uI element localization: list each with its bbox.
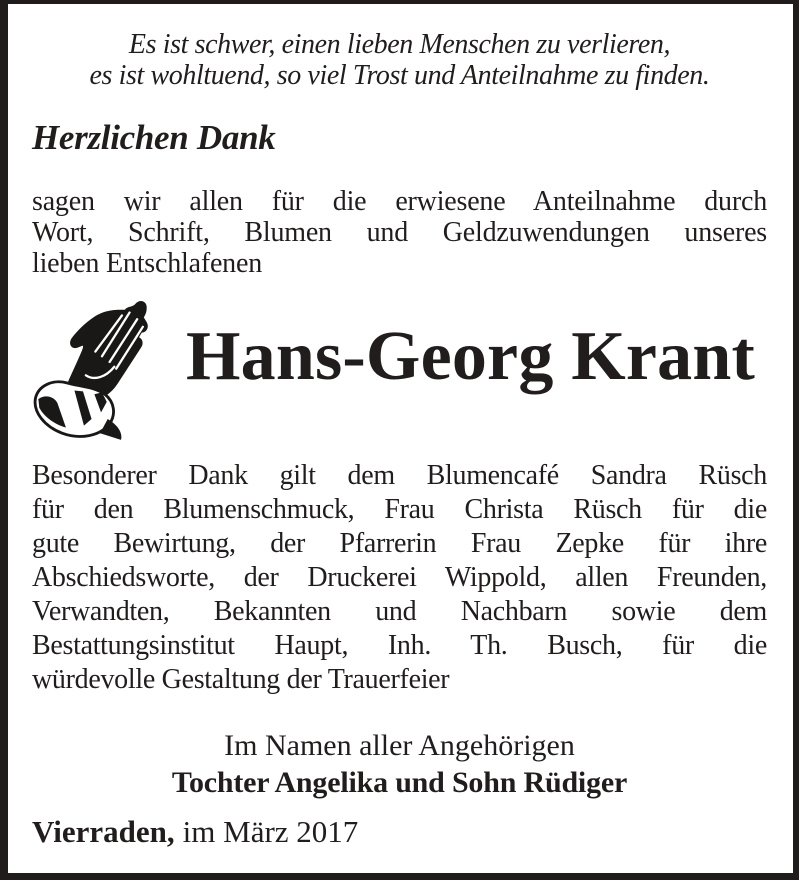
closing-line: Im Namen aller Angehörigen [224, 729, 575, 762]
closing-block [32, 727, 767, 801]
intro-line: Wort, Schrift, Blumen und Geldzuwendungen unseres [32, 217, 767, 248]
praying-hands-icon [26, 295, 178, 447]
family-names-line: Tochter Angelika und Sohn Rüdiger [171, 766, 628, 799]
verse-line-1: Es ist schwer, einen lieben Menschen zu verlieren, [128, 29, 671, 60]
thanks-line: Bestattungsinstitut Haupt, Inh. Th. Busch, für die [32, 630, 767, 661]
thanks-line: Verwandten, Bekannten und Nachbarn sowie dem [32, 596, 767, 627]
date-text: im März 2017 [182, 814, 359, 849]
thanks-line: gute Bewirtung, der Pfarrerin Frau Zepke für ihre [32, 528, 767, 559]
deceased-name: Hans-Georg Krant [186, 318, 755, 395]
thanks-line: für den Blumenschmuck, Frau Christa Rüsch für die [32, 494, 767, 525]
intro-paragraph [32, 186, 767, 279]
opening-verse [32, 29, 767, 91]
verse-line-2: es ist wohltuend, so viel Trost und Anteilnahme zu finden. [89, 60, 710, 91]
thanks-heading: Herzlichen Dank [32, 118, 276, 157]
thanks-line: Besonderer Dank gilt dem Blumencafé Sandra Rüsch [32, 460, 767, 491]
name-row [32, 295, 767, 447]
thanks-line: Abschiedsworte, der Druckerei Wippold, allen Freunden, [32, 562, 767, 593]
place-date-line [32, 814, 767, 850]
place-name: Vierraden, [32, 814, 175, 849]
intro-line: sagen wir allen für die erwiesene Anteilnahme durch [32, 186, 767, 217]
thanks-paragraph [32, 459, 767, 697]
thanks-line: würdevolle Gestaltung der Trauerfeier [32, 664, 450, 695]
intro-line: lieben Entschlafenen [32, 248, 263, 279]
